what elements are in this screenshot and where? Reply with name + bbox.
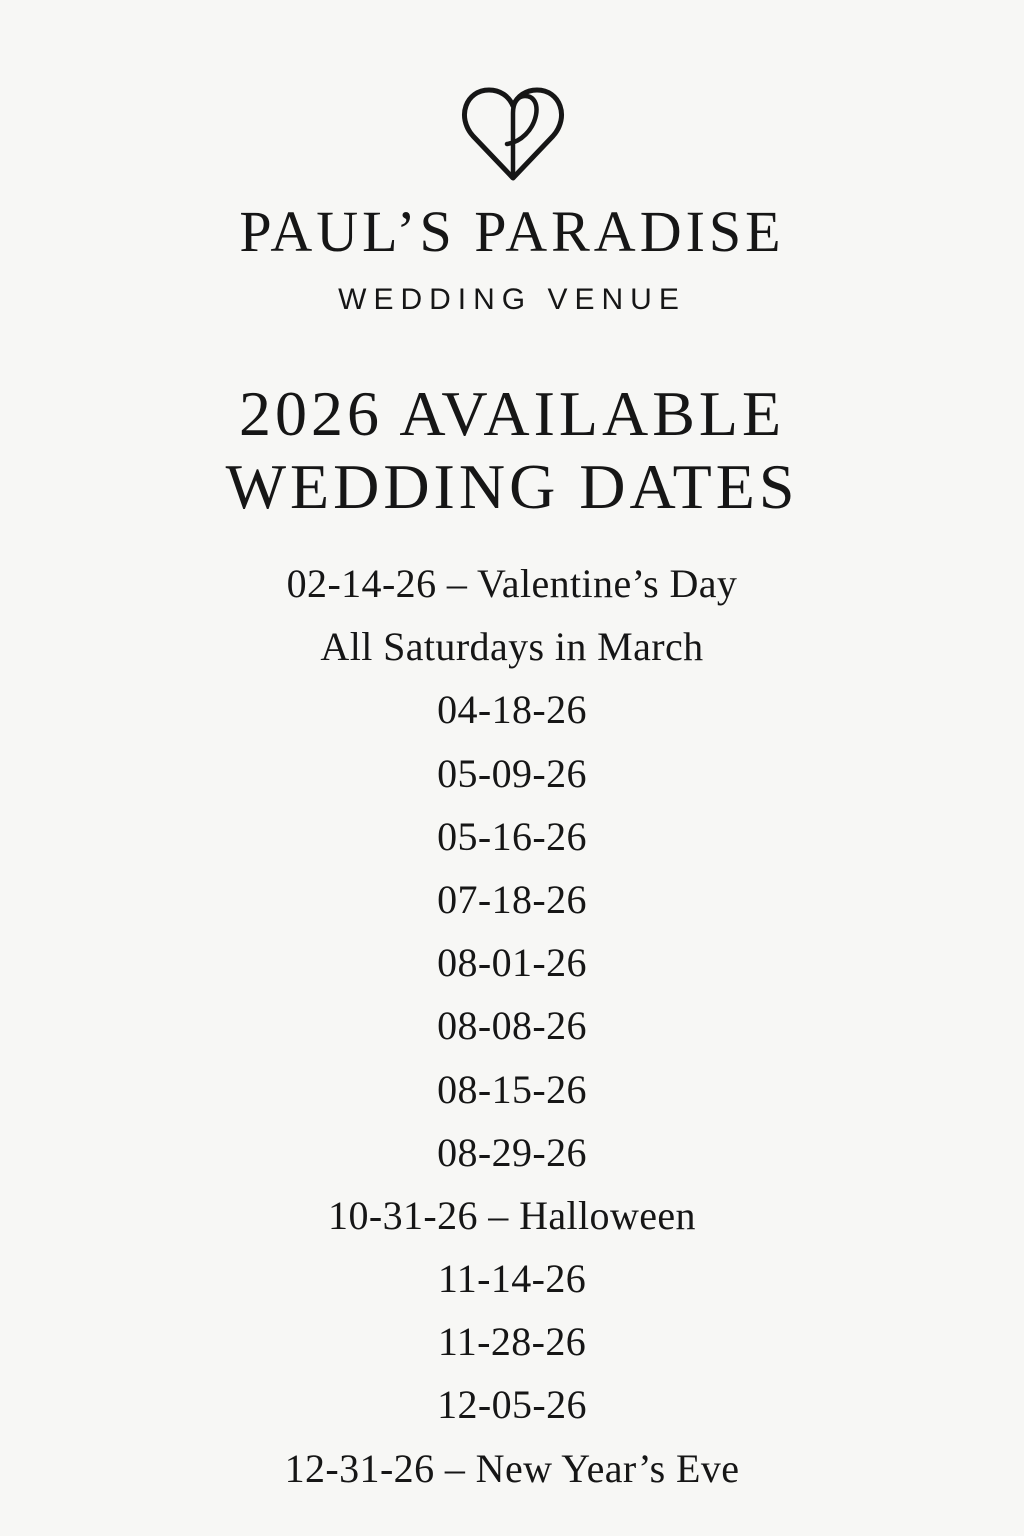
venue-name: PAUL’S PARADISE	[239, 199, 785, 264]
date-item: 12-05-26	[437, 1382, 587, 1428]
page-title-line-2: WEDDING DATES	[225, 451, 799, 522]
venue-subtitle: WEDDING VENUE	[338, 283, 686, 316]
date-item: 02-14-26 – Valentine’s Day	[286, 561, 738, 606]
page-title-line-1: 2026 AVAILABLE	[238, 378, 786, 449]
date-item: 08-01-26	[437, 940, 587, 986]
date-item: 11-28-26	[437, 1319, 587, 1365]
date-item: 05-16-26	[437, 813, 587, 859]
date-item: 11-14-26	[437, 1256, 587, 1302]
date-item: All Saturdays in March	[320, 624, 704, 670]
date-item: 04-18-26	[437, 687, 587, 733]
date-item: 08-29-26	[437, 1129, 587, 1175]
date-item: 12-31-26 – New Year’s Eve	[284, 1445, 740, 1491]
date-item: 05-09-26	[437, 750, 587, 796]
heart-icon	[458, 84, 568, 184]
date-item: 08-15-26	[437, 1066, 587, 1112]
date-item: 10-31-26 – Halloween	[328, 1192, 696, 1238]
available-dates-list	[0, 552, 1024, 1500]
date-item: 07-18-26	[437, 876, 587, 922]
date-item: 08-08-26	[437, 1003, 587, 1049]
